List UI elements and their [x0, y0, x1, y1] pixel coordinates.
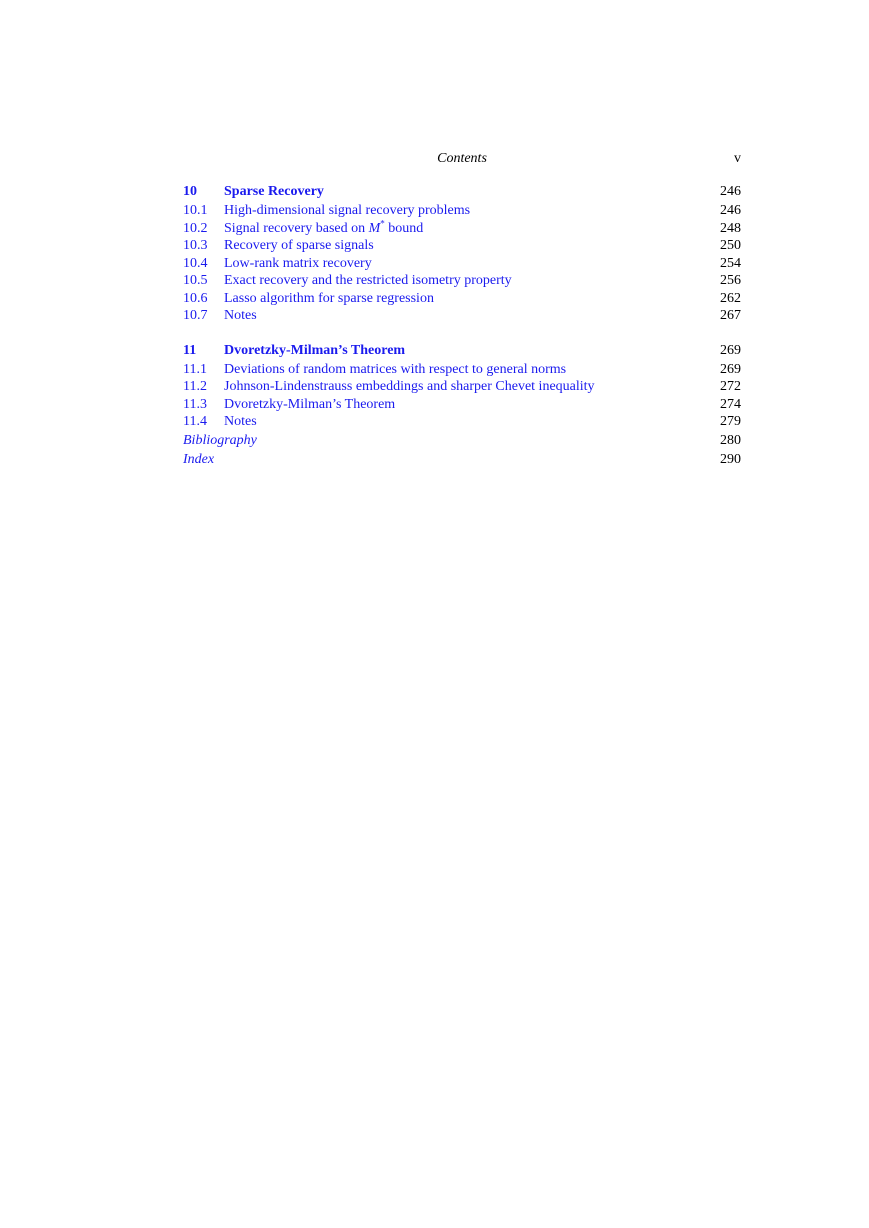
index-link[interactable]: Index [183, 452, 215, 467]
running-title: Contents [437, 151, 487, 166]
section-number: 10.3 [183, 238, 208, 253]
section-page: 262 [720, 290, 741, 306]
section-title-link[interactable]: Deviations of random matrices with respect to general norms [224, 361, 567, 377]
section-title-link[interactable] [224, 217, 424, 238]
section-title-text: bound [384, 220, 424, 236]
section-page: 246 [720, 203, 741, 218]
bibliography-link[interactable]: Bibliography [183, 432, 257, 448]
section-title-link[interactable]: Exact recovery and the restricted isometry property [224, 273, 512, 288]
toc-section-10-6[interactable] [183, 290, 741, 308]
chapter-title-link[interactable]: Dvoretzky-Milman’s Theorem [224, 342, 406, 358]
toc-section-10-7[interactable] [183, 307, 741, 325]
section-page: 267 [720, 308, 741, 323]
section-number: 10.1 [183, 203, 208, 218]
section-page: 254 [720, 255, 741, 271]
section-number: 11.4 [183, 414, 207, 429]
toc-chapter-11[interactable] [183, 341, 741, 361]
toc-section-10-2[interactable] [183, 217, 741, 238]
section-page: 256 [720, 273, 741, 288]
section-number: 10.5 [183, 273, 208, 288]
chapter-spacer [183, 325, 741, 341]
chapter-number: 11 [183, 342, 197, 358]
math-symbol: M [368, 220, 381, 236]
index-page: 290 [720, 452, 741, 467]
section-title-link[interactable]: Notes [224, 414, 257, 429]
chapter-title-link[interactable]: Sparse Recovery [224, 184, 324, 199]
section-number: 10.7 [183, 308, 208, 323]
section-number: 11.1 [183, 361, 207, 377]
section-title-link[interactable]: Lasso algorithm for sparse regression [224, 290, 434, 306]
table-of-contents [183, 182, 741, 470]
section-number: 10.4 [183, 255, 208, 271]
toc-chapter-10[interactable] [183, 182, 741, 202]
section-page: 274 [720, 396, 741, 412]
running-head [183, 151, 741, 171]
chapter-number: 10 [183, 184, 197, 199]
toc-section-10-4[interactable] [183, 255, 741, 273]
section-number: 11.3 [183, 396, 207, 412]
toc-index[interactable] [183, 450, 741, 470]
section-title-link[interactable]: High-dimensional signal recovery problems [224, 203, 471, 218]
toc-section-10-3[interactable] [183, 237, 741, 255]
section-title-link[interactable]: Notes [224, 308, 257, 323]
toc-bibliography[interactable] [183, 431, 741, 451]
section-title-text: Signal recovery based on [224, 220, 369, 236]
toc-section-11-1[interactable] [183, 361, 741, 379]
section-title-link[interactable]: Johnson-Lindenstrauss embeddings and sharper Chevet inequality [224, 379, 595, 394]
bibliography-page: 280 [720, 432, 741, 448]
section-page: 279 [720, 414, 741, 429]
chapter-page: 246 [720, 184, 741, 199]
section-number: 10.2 [183, 220, 208, 236]
section-number: 11.2 [183, 379, 207, 394]
math-superscript: * [380, 217, 385, 228]
section-title-link[interactable]: Low-rank matrix recovery [224, 255, 372, 271]
toc-section-10-5[interactable] [183, 272, 741, 290]
toc-section-11-3[interactable] [183, 396, 741, 414]
section-page: 269 [720, 361, 741, 377]
toc-section-10-1[interactable] [183, 202, 741, 220]
chapter-page: 269 [720, 342, 741, 358]
section-page: 272 [720, 379, 741, 394]
section-title-link[interactable]: Recovery of sparse signals [224, 238, 374, 253]
section-number: 10.6 [183, 290, 208, 306]
section-page: 250 [720, 238, 741, 253]
toc-section-11-2[interactable] [183, 378, 741, 396]
toc-section-11-4[interactable] [183, 413, 741, 431]
section-title-link[interactable]: Dvoretzky-Milman’s Theorem [224, 396, 396, 412]
page-number: v [734, 151, 741, 166]
section-page: 248 [720, 220, 741, 236]
